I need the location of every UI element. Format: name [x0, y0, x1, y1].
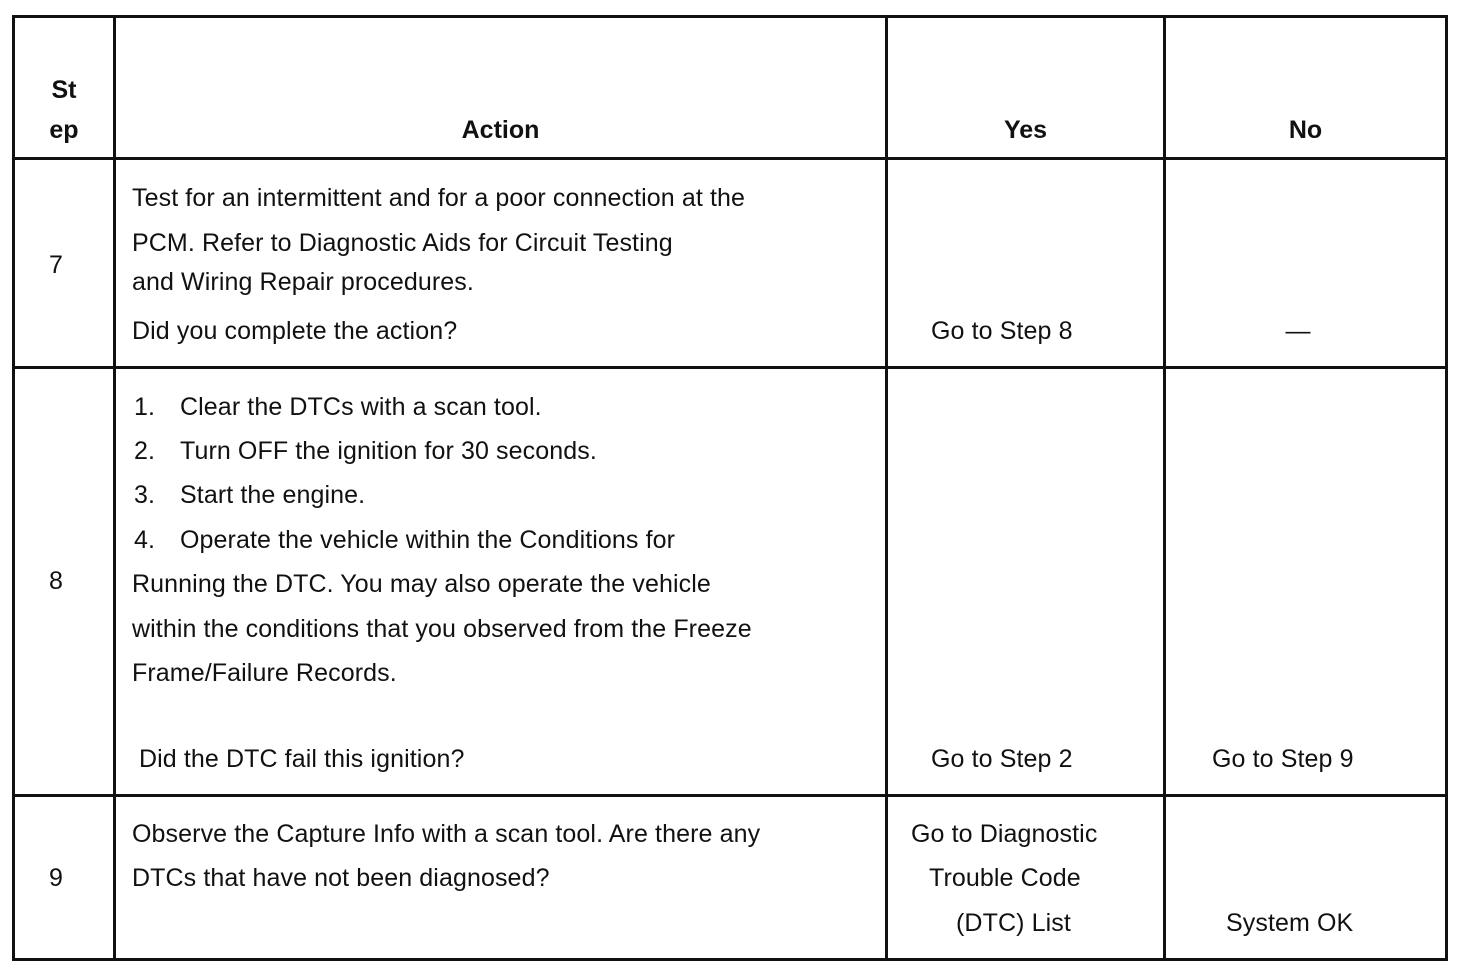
yes-result: Go to Step 8 — [931, 317, 1073, 345]
action-line: DTCs that have not been diagnosed? — [132, 864, 550, 892]
yes-result-line: Go to Diagnostic — [911, 820, 1098, 848]
list-number: 4. — [134, 526, 156, 554]
action-line: within the conditions that you observed from the Freeze — [132, 615, 752, 643]
yes-result-line: (DTC) List — [956, 909, 1071, 937]
col-divider-step-action — [113, 15, 116, 961]
list-text: Clear the DTCs with a scan tool. — [180, 393, 542, 421]
no-result: Go to Step 9 — [1212, 745, 1354, 773]
action-line: Test for an intermittent and for a poor connection at the — [132, 184, 745, 212]
action-line: PCM. Refer to Diagnostic Aids for Circuit Testing — [132, 229, 673, 257]
action-question: Did you complete the action? — [132, 317, 458, 345]
header-action: Action — [461, 116, 540, 144]
list-number: 2. — [134, 437, 156, 465]
table-border-right — [1445, 15, 1448, 961]
no-result: — — [1285, 317, 1311, 345]
col-divider-yes-no — [1163, 15, 1166, 961]
row-divider-8-9 — [12, 794, 1448, 797]
action-line: Frame/Failure Records. — [132, 659, 397, 687]
step-number: 8 — [48, 567, 63, 595]
col-divider-action-yes — [885, 15, 888, 961]
table-border-left — [12, 15, 15, 961]
header-step-line2: ep — [49, 116, 79, 144]
header-divider — [12, 157, 1448, 160]
list-text: Operate the vehicle within the Conditions for — [180, 526, 676, 554]
list-number: 3. — [134, 481, 156, 509]
step-number: 7 — [48, 251, 63, 279]
list-text: Turn OFF the ignition for 30 seconds. — [180, 437, 597, 465]
list-text: Start the engine. — [180, 481, 366, 509]
step-number: 9 — [48, 864, 63, 892]
action-line: and Wiring Repair procedures. — [132, 268, 474, 296]
table-border-bottom — [12, 958, 1448, 961]
list-number: 1. — [134, 393, 156, 421]
header-yes: Yes — [1003, 116, 1048, 144]
header-no: No — [1288, 116, 1323, 144]
action-line: Observe the Capture Info with a scan tool. Are there any — [132, 820, 761, 848]
list-item — [134, 392, 542, 422]
row-divider-7-8 — [12, 366, 1448, 369]
yes-result-line: Trouble Code — [929, 864, 1081, 892]
list-item — [134, 525, 675, 555]
action-line: Running the DTC. You may also operate the vehicle — [132, 570, 711, 598]
action-question: Did the DTC fail this ignition? — [139, 745, 465, 773]
table-border-top — [12, 15, 1448, 18]
no-result: System OK — [1226, 909, 1354, 937]
header-step-line1: St — [51, 76, 77, 104]
yes-result: Go to Step 2 — [931, 745, 1073, 773]
list-item — [134, 436, 597, 466]
list-item — [134, 480, 365, 510]
